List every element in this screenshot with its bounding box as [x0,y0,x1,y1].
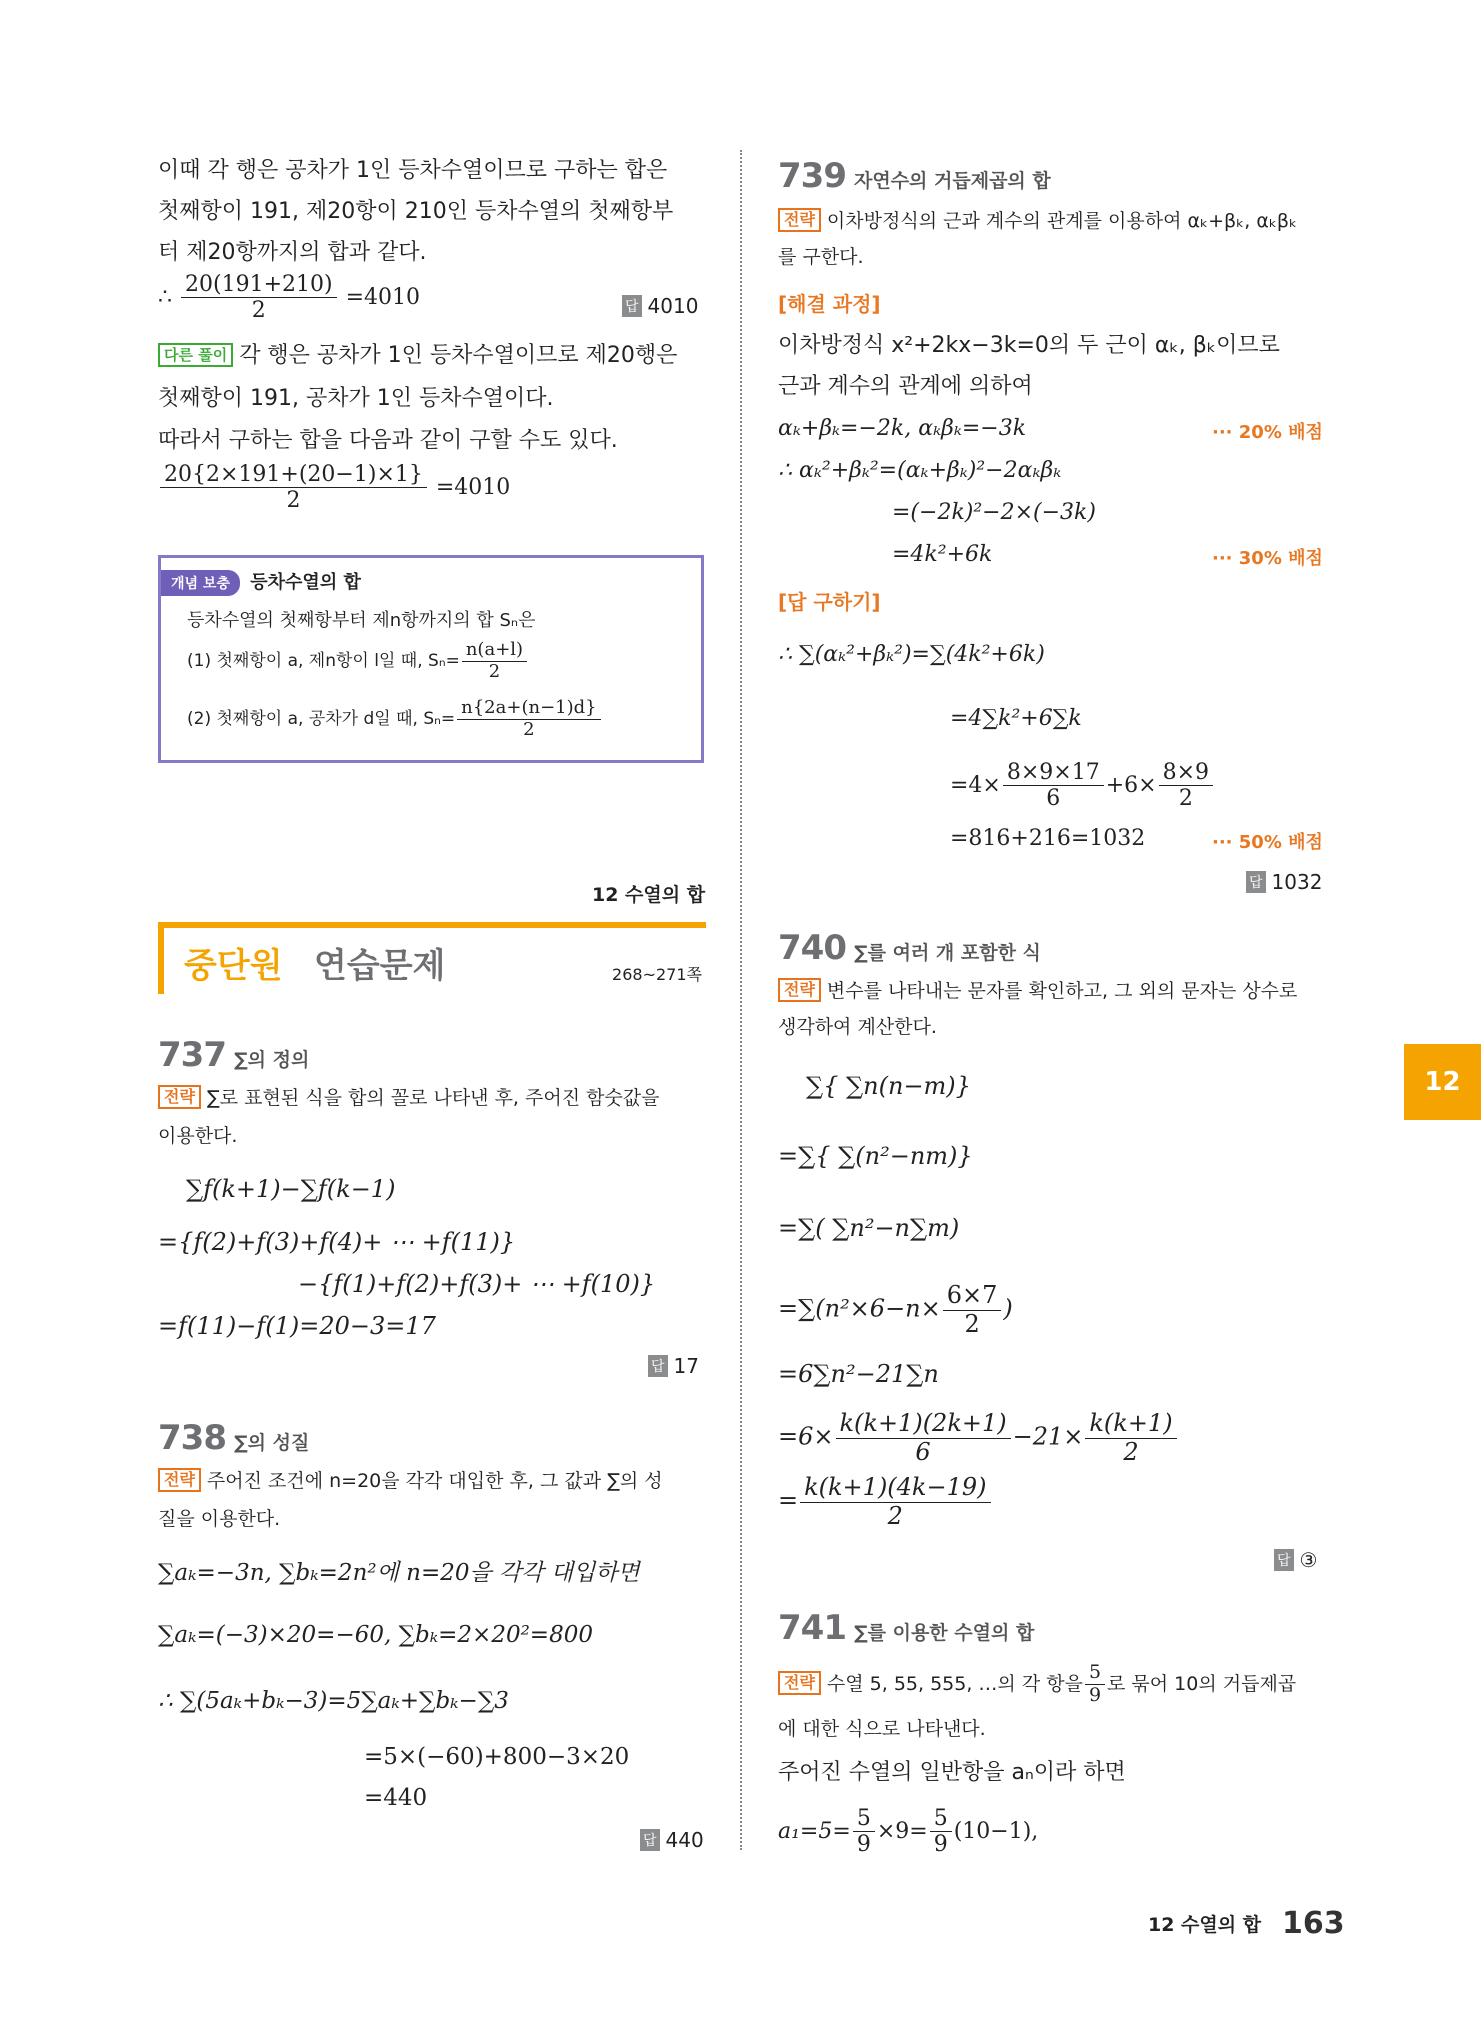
formula: =4k²+6k [892,542,993,567]
formula: =816+216=1032 [950,826,1146,851]
formula-result: =4010 [345,284,420,310]
text-line: 따라서 구하는 합을 다음과 같이 구할 수도 있다. [158,428,618,453]
concept-line: (2) 첫째항이 a, 공차가 d일 때, Sₙ= $\frac{n\{2a+(n-1)d\}}{2}$ [187,698,603,740]
answer: 답 1032 [1246,870,1322,895]
answer-icon: 답 [648,1355,668,1377]
section-head: [해결 과정] [778,292,881,316]
page-number: 163 [1282,1906,1345,1941]
concept-line: (1) 첫째항이 a, 제n항이 l일 때, Sₙ= $\frac{n(a+l)}{2}$ [187,640,529,682]
chapter-tab: 12 [1404,1044,1481,1120]
column-divider [740,150,742,1850]
text-line: 주어진 수열의 일반항을 aₙ이라 하면 [778,1760,1126,1785]
footer-label: 12 수열의 합 [1148,1914,1262,1936]
strategy-line: 생각하여 계산한다. [778,1016,937,1038]
points-label: ··· 50% 배점 [1212,832,1323,853]
formula: =4× $\frac{8\times 9\times 17}{6}$ +6× $\frac{8\times 9}{2}$ [950,760,1215,812]
answer-icon: 답 [1246,871,1266,893]
strategy-badge: 전략 [158,1468,201,1492]
concept-tag: 개념 보충 [161,570,240,596]
concept-line: 등차수열의 첫째항부터 제n항까지의 합 Sₙ은 [187,610,536,631]
question-heading: 739 자연수의 거듭제곱의 합 [778,156,1051,196]
fraction-denominator: 2 [251,298,266,324]
answer-icon: 답 [640,1829,660,1851]
formula: =∑(n²×6−n× $\frac{6\times 7}{2}$ ) [778,1281,1013,1338]
question-heading: 741 ∑를 이용한 수열의 합 [778,1608,1035,1648]
formula: =f(11)−f(1)=20−3=17 [158,1312,436,1340]
strategy-badge: 전략 [778,208,821,232]
text-line: 다른 풀이 각 행은 공차가 1인 등차수열이므로 제20행은 [158,343,677,369]
answer-icon: 답 [622,295,642,317]
chapter-label: 12 수열의 합 [592,884,706,906]
formula: =∑( ∑n²−n∑m) [778,1214,960,1242]
strategy-line: 전략 이차방정식의 근과 계수의 관계를 이용하여 αₖ+βₖ, αₖβₖ [778,210,1297,234]
question-heading: 737 ∑의 정의 [158,1035,310,1075]
formula: ={f(2)+f(3)+f(4)+ ⋯ +f(11)} [158,1228,516,1256]
formula: =5×(−60)+800−3×20 [364,1744,630,1770]
text-line: 첫째항이 191, 공차가 1인 등차수열이다. [158,386,554,411]
answer [622,294,698,319]
strategy-badge: 전략 [778,1671,821,1695]
answer: 답 17 [648,1354,699,1379]
question-heading: 738 ∑의 성질 [158,1418,310,1458]
text-line: 근과 계수의 관계에 의하여 [778,374,1033,399]
answer: 답 440 [640,1828,704,1853]
answer-icon: 답 [1274,1549,1294,1571]
formula: −{f(1)+f(2)+f(3)+ ⋯ +f(10)} [298,1270,656,1298]
formula: $\frac{20\{2\times 191+(20-1)\times 1\}}{2}$ =4010 [158,462,510,514]
formula: ∑{ ∑n(n−m)} [806,1072,971,1100]
text-line: 이때 각 행은 공차가 1인 등차수열이므로 구하는 합은 [158,158,668,183]
formula: ∴ αₖ²+βₖ²=(αₖ+βₖ)²−2αₖβₖ [778,458,1062,483]
concept-box [158,555,704,763]
formula: =4∑k²+6∑k [950,706,1082,731]
formula: ∴ ∑(αₖ²+βₖ²)=∑(4k²+6k) [778,642,1045,667]
formula: a₁=5= $\frac{5}{9}$ ×9= $\frac{5}{9}$ (10−1), [778,1806,1039,1858]
formula: =440 [364,1785,428,1811]
strategy-line: 전략 변수를 나타내는 문자를 확인하고, 그 외의 문자는 상수로 [778,980,1297,1004]
formula: ∴ $\frac{20(191+210)}{2}$ =4010 [158,272,420,324]
section-head: [답 구하기] [778,590,881,614]
points-label: ··· 20% 배점 [1212,422,1323,443]
text-line: 터 제20항까지의 합과 같다. [158,240,427,265]
formula: =6× $\frac{k(k+1)(2k+1)}{6}$ −21× $\frac{k(k+1)}{2}$ [778,1410,1179,1466]
concept-title: 등차수열의 합 [250,572,361,593]
question-heading: 740 ∑를 여러 개 포함한 식 [778,928,1041,968]
strategy-line: 에 대한 식으로 나타낸다. [778,1718,986,1740]
strategy-line: 를 구한다. [778,246,864,268]
formula: = $\frac{k(k+1)(4k-19)}{2}$ [778,1474,993,1530]
formula: αₖ+βₖ=−2k, αₖβₖ=−3k [778,416,1027,441]
formula: ∑f(k+1)−∑f(k−1) [186,1175,396,1203]
fraction-numerator: 20(191+210) [181,272,337,298]
points-label: ··· 30% 배점 [1212,548,1323,569]
strategy-badge: 전략 [158,1085,201,1109]
text-line: 이차방정식 x²+2kx−3k=0의 두 근이 αₖ, βₖ이므로 [778,333,1280,358]
strategy-line: 전략 주어진 조건에 n=20을 각각 대입한 후, 그 값과 ∑의 성 [158,1470,663,1494]
formula: ∑aₖ=(−3)×20=−60, ∑bₖ=2×20²=800 [158,1622,593,1648]
formula: =6∑n²−21∑n [778,1360,939,1388]
strategy-line: 이용한다. [158,1125,238,1147]
formula: =(−2k)²−2×(−3k) [892,500,1096,525]
strategy-line: 전략 ∑로 표현된 식을 합의 꼴로 나타낸 후, 주어진 함숫값을 [158,1087,660,1111]
answer-value: 4010 [647,294,699,318]
text-line: 첫째항이 191, 제20항이 210인 등차수열의 첫째항부 [158,199,674,224]
answer: 답 ③ [1274,1548,1317,1573]
formula: ∴ ∑(5aₖ+bₖ−3)=5∑aₖ+∑bₖ−∑3 [158,1688,509,1714]
strategy-badge: 전략 [778,978,821,1002]
section-banner: 중단원 연습문제 268~271쪽 [158,922,706,994]
strategy-line: 질을 이용한다. [158,1508,281,1530]
formula: =∑{ ∑(n²−nm)} [778,1142,973,1170]
strategy-line: 전략 수열 5, 55, 555, …의 각 항을 $\frac{5}{9}$ 로 묶어 10의 거듭제곱 [778,1662,1296,1707]
alt-solution-badge: 다른 풀이 [158,343,233,367]
formula: ∑aₖ=−3n, ∑bₖ=2n²에 n=20을 각각 대입하면 [158,1560,640,1586]
